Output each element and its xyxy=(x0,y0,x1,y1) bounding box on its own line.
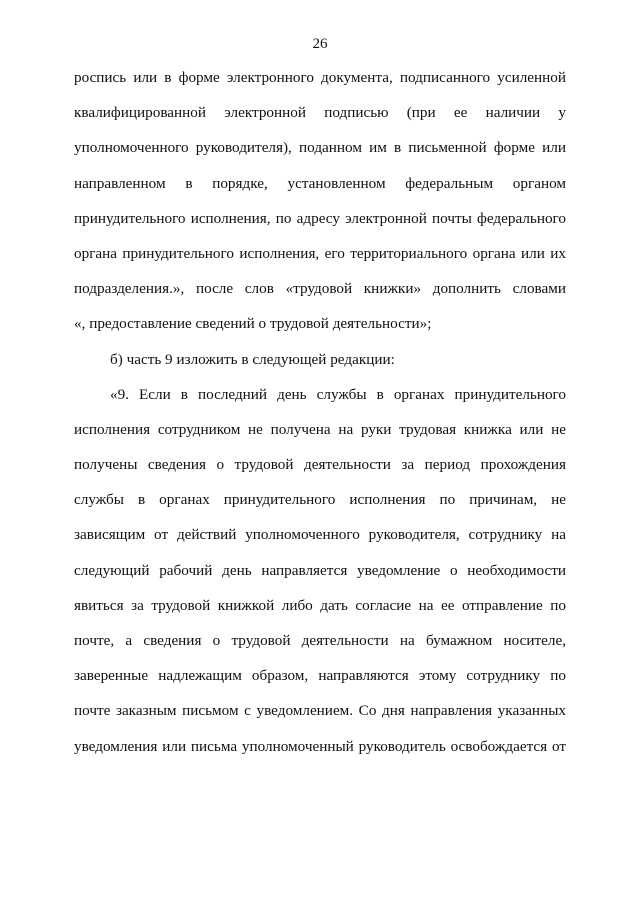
text-line: уведомления или письма уполномоченный руководитель освобождается от xyxy=(74,737,566,755)
text-line: органа принудительного исполнения, его территориального органа или их xyxy=(74,244,566,262)
text-line: направленном в порядке, установленном федеральным органом xyxy=(74,174,566,192)
text-line: зависящим от действий уполномоченного руководителя, сотруднику на xyxy=(74,526,566,544)
text-line: получены сведения о трудовой деятельности за период прохождения xyxy=(74,456,566,474)
text-line: уполномоченного руководителя), поданном им в письменной форме или xyxy=(74,139,566,157)
text-line: роспись или в форме электронного документа, подписанного усиленной xyxy=(74,69,566,86)
text-line: почте, а сведения о трудовой деятельности на бумажном носителе, xyxy=(74,632,566,649)
text-line: заверенные надлежащим образом, направляются этому сотруднику по xyxy=(74,667,566,685)
text-line: почте заказным письмом с уведомлением. Со дня направления указанных xyxy=(74,702,566,720)
text-line: исполнения сотрудником не получена на руки трудовая книжка или не xyxy=(74,420,566,438)
document-body xyxy=(74,60,566,764)
text-line: квалифицированной электронной подписью (при ее наличии у xyxy=(74,104,566,122)
text-line: явиться за трудовой книжкой либо дать согласие на ее отправление по xyxy=(74,596,566,614)
text-line: подразделения.», после слов «трудовой книжки» дополнить словами xyxy=(74,280,566,298)
text-line: следующий рабочий день направляется уведомление о необходимости xyxy=(74,561,566,579)
text-line: «9. Если в последний день службы в органах принудительного xyxy=(110,385,566,403)
page-number: 26 xyxy=(312,36,328,52)
text-line: «, предоставление сведений о трудовой деятельности»; xyxy=(74,315,432,333)
text-line: службы в органах принудительного исполнения по причинам, не xyxy=(74,491,566,509)
text-line: б) часть 9 изложить в следующей редакции: xyxy=(110,350,395,368)
text-line: принудительного исполнения, по адресу электронной почты федерального xyxy=(74,209,566,227)
